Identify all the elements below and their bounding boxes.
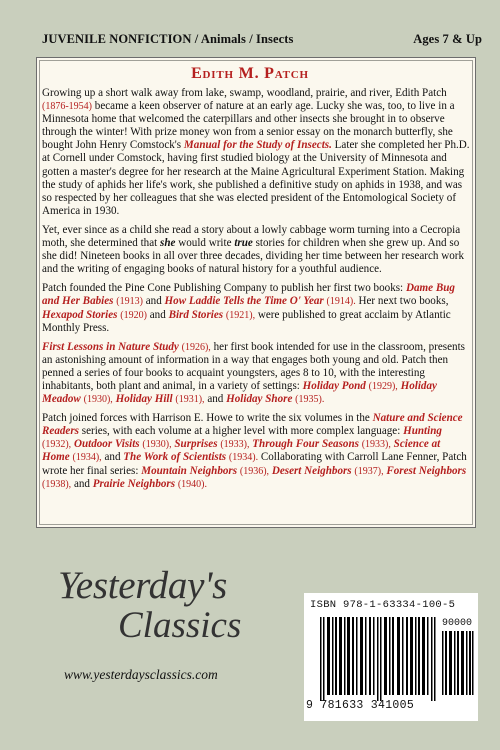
text: series, with each volume at a higher level with more complex language: [81,425,401,438]
year: (1934). [228,452,259,464]
year: (1926), [181,341,211,353]
book-title: Desert Neighbors [271,464,352,477]
text: and [73,477,90,490]
paragraph-4 [42,341,470,406]
paragraph-1 [42,87,470,218]
book-title: Forest Neighbors [386,464,467,477]
year: (1938), [42,478,72,490]
publisher-url: www.yesterdaysclassics.com [64,667,218,682]
year: (1930), [83,394,113,406]
publisher-logo [58,566,241,646]
age-label: Ages 7 & Up [413,32,482,46]
text: her first book intended for use in the classroom, presents an astonishing amount of information in a way that engages both young and old. Patch then penned a series of four books to acquaint youngsters, ages 8 to 10, with the interesting inhabitants, both plant and animal, in a variety of settings: [42,340,465,392]
isbn-text: ISBN 978-1-63334-100-5 [310,599,456,611]
book-title: Surprises [174,438,218,451]
year: (1920) [120,309,147,321]
year: (1929), [368,380,398,392]
year: (1932), [42,439,72,451]
book-title: Holiday Shore [226,393,293,406]
book-title: Holiday Hill [115,393,173,406]
book-title: Manual for the Study of Insects. [183,139,332,152]
paragraph-5 [42,412,470,491]
text: Growing up a short walk away from lake, swamp, woodland, prairie, and river, Edith Patch [42,87,447,99]
year: (1914). [326,296,356,308]
book-title: How Laddie Tells the Time O' Year [164,295,324,308]
emphasis: she [160,237,176,250]
book-title: Through Four Seasons [252,438,359,451]
text: and [149,308,166,321]
book-title: Holiday Pond [302,379,366,392]
description-text [42,87,470,497]
text: stories for children when she grew up. And so she did! Nineteen books in all over three decades, dividing her time between her research work and the writing of engaging books of natural history for a youthful audience. [42,237,465,276]
book-title: Bird Stories [168,308,224,321]
book-title: Dame Bug and Her Babies [42,282,455,308]
text: Later she completed her Ph.D. at Cornell under Comstock, having first studied biology at the University of Minnesota and gotten a master's degree for her research at the Maine Agricultural Experiment Station. Making the study of aphids her life's work, she published a definitive study on aphids in 1938, and was so respected by her colleagues that she was elected president of the Entomological Society of America in 1930. [42,139,470,217]
text: Patch founded the Pine Cone Publishing Company to publish her first two books: [42,282,404,295]
paragraph-2 [42,224,470,276]
publisher-logo-line2: Classics [118,605,242,646]
text: and [207,393,224,406]
paragraph-3 [42,282,470,334]
year: (1936), [239,465,270,477]
text: Collaborating with Carroll Lane Fenner, Patch wrote her final series: [42,451,467,477]
book-title: Prairie Neighbors [92,477,176,490]
text: became a keen observer of nature at an early age. Lucky she was, too, to live in a Minnesota home that welcomed the caterpillars and other insects she brought in to observe through the winter! With prize money won from a senior essay on the monarch butterfly, she bought John Henry Comstock's [42,100,455,152]
year: (1913) [116,296,143,308]
addon-bars [442,631,474,695]
years: (1876-1954) [42,101,92,113]
year: (1940). [177,478,208,490]
author-name: Edith M. Patch [191,65,309,82]
year: (1937), [354,465,384,477]
text: would write [178,237,232,250]
book-title: Science at Home [42,438,441,464]
year: (1935). [295,394,325,406]
book-title: Outdoor Visits [73,438,140,451]
barcode-bars [320,617,438,701]
publisher-logo-line1: Yesterday's [58,564,228,607]
emphasis: true [234,237,253,250]
text: and [104,451,121,464]
text: Yet, ever since as a child she read a story about a lowly cabbage worm turning into a Cecropia moth, she determined that [42,223,461,250]
text: Patch joined forces with Harrison E. Howe to write the six volumes in the [42,412,370,425]
ean-number: 9 781633 341005 [306,699,415,712]
year: (1931), [175,394,205,406]
text: Her next two books, [358,295,449,308]
price-addon-text: 90000 [442,618,473,629]
book-title: Holiday Meadow [42,379,437,406]
isbn-barcode [304,593,478,721]
book-title: First Lessons in Nature Study [42,340,179,353]
year: (1930), [142,439,172,451]
year: (1933), [220,439,250,451]
book-title: The Work of Scientists [123,451,227,464]
text: and [145,295,162,308]
category-label: JUVENILE NONFICTION / Animals / Insects [42,32,294,46]
book-title: Mountain Neighbors [141,464,238,477]
book-title: Hunting [403,425,442,438]
top-bar [42,32,482,47]
book-title: Hexapod Stories [42,308,118,321]
year: (1933), [361,439,391,451]
series-title: Nature and Science Readers [42,412,463,438]
year: (1921), [225,309,256,321]
text: were published to great acclaim by Atlantic Monthly Press. [42,308,451,334]
year: (1934), [72,452,102,464]
